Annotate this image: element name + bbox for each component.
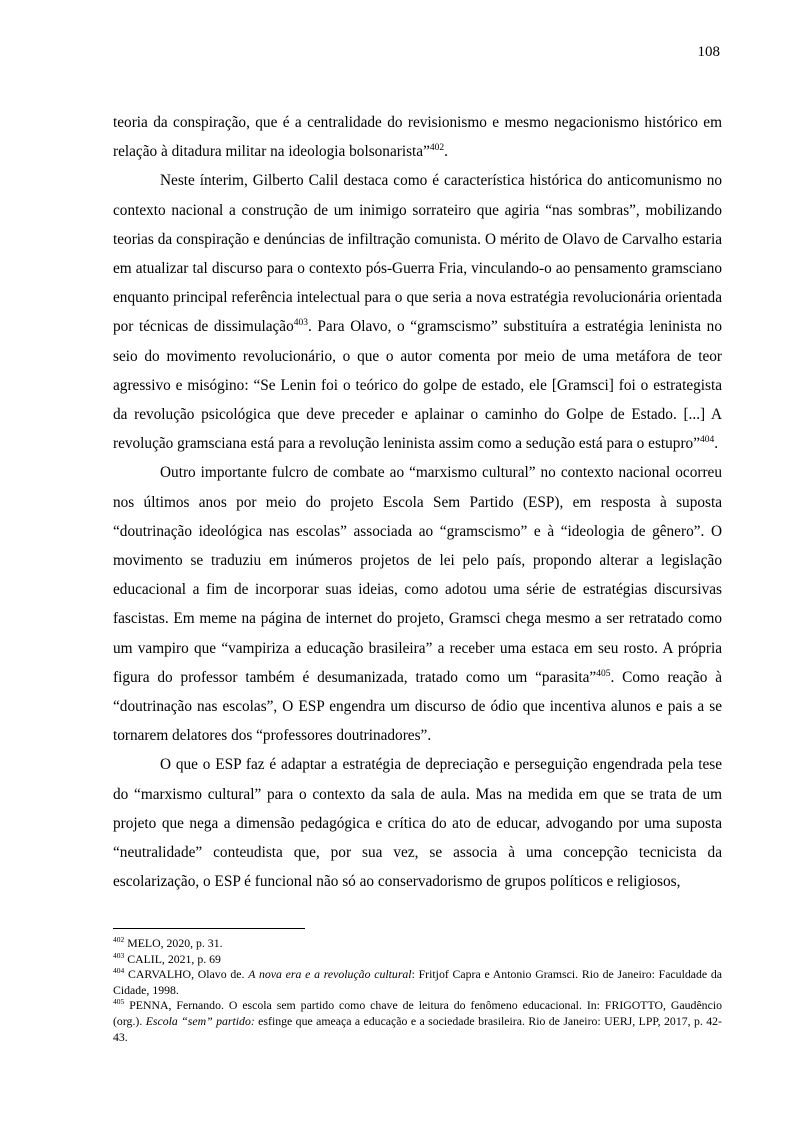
footnote-405: [113, 998, 722, 1045]
footnote-text: CALIL, 2021, p. 69: [124, 951, 221, 966]
footnote-text: : Fritjof Capra e Antonio Gramsci. Rio de Janeiro: Faculdade da Cidade, 1998.: [113, 967, 723, 997]
paragraph: [113, 458, 722, 750]
footnote-separator: [113, 928, 305, 929]
paragraph: [113, 108, 722, 166]
footnotes-section: [113, 928, 722, 1045]
footnote-text-italic: Escola “sem” partido:: [145, 1013, 255, 1028]
footnote-402: [113, 936, 722, 952]
footnote-number: 403: [113, 950, 125, 960]
footnote-text: esfinge que ameaça a educação e a sociedade brasileira. Rio de Janeiro: UERJ, LPP, 2017, p. 42-43.: [113, 1013, 722, 1044]
paragraph-text: O que o ESP faz é adaptar a estratégia de depreciação e perseguição engendrada pela tese do “marxismo cultural” para o contexto da sala de aula. Mas na medida em que se trata de um projeto que nega a dimensão pedagógica e crítica do ato de educar, advogando por uma suposta “neutralidade” conteudista que, por sua vez, se associa à uma concepção tecnicista da escolarização, o ESP é funcional não só ao conservadorismo de grupos políticos e religiosos,: [113, 756, 722, 891]
paragraph-text: .: [444, 143, 448, 161]
footnote-text: PENNA, Fernando. O escola sem partido como chave de leitura do fenômeno educacional. In: FRIGOTTO, Gaudêncio (org.).: [113, 998, 722, 1028]
paragraph-text: Neste ínterim, Gilberto Calil destaca como é característica histórica do anticomunismo no contexto nacional a construção de um inimigo sorrateiro que agiria “nas sombras”, mobilizando teorias da conspiração e denúncias de infiltração comunista. O mérito de Olavo de Carvalho estaria em atualizar tal discurso para o contexto pós-Guerra Fria, vinculando-o ao pensamento gramsciano enquanto principal referência intelectual para o que seria a nova estratégia revolucionária orientada por técnicas de dissimulação: [113, 172, 722, 336]
footnote-text-italic: A nova era e a revolução cultural: [248, 967, 412, 982]
footnote-number: 405: [113, 997, 125, 1007]
paragraph-text: . Para Olavo, o “gramscismo” substituíra a estratégia leninista no seio do movimento revolucionário, o que o autor comenta por meio de uma metáfora de teor agressivo e misógino: “Se Lenin foi o teórico do golpe de estado, ele [Gramsci] foi o estrategista da revolução psicológica que deve preceder e aplainar o caminho do Golpe de Estado. [...] A revolução gramsciana está para a revolução leninista assim como a sedução está para o estupro”: [113, 318, 722, 453]
footnote-number: 404: [113, 966, 125, 976]
paragraph-text: teoria da conspiração, que é a centralidade do revisionismo e mesmo negacionismo histórico em relação à ditadura militar na ideologia bolsonarista”: [113, 114, 722, 161]
document-body: [113, 108, 722, 896]
paragraph-text: . Como reação à “doutrinação nas escolas”, O ESP engendra um discurso de ódio que incentiva alunos e pais a se tornarem delatores dos “professores doutrinadores”.: [113, 668, 722, 745]
paragraph: [113, 166, 722, 458]
footnote-403: [113, 952, 722, 968]
footnote-ref-402: 402: [429, 143, 445, 154]
footnote-ref-404: 404: [699, 435, 715, 446]
footnote-text: MELO, 2020, p. 31.: [124, 936, 223, 950]
paragraph-text: Outro importante fulcro de combate ao “marxismo cultural” no contexto nacional ocorreu nos últimos anos por meio do projeto Escola Sem Partido (ESP), em resposta à suposta “doutrinação ideológica nas escolas” associada ao “gramscismo” e à “ideologia de gênero”. O movimento se traduziu em inúmeros projetos de lei pelo país, propondo alterar a legislação educacional a fim de incorporar suas ideias, como adotou uma série de estratégias discursivas fascistas. Em meme na página de internet do projeto, Gramsci chega mesmo a ser retratado como um vampiro que “vampiriza a educação brasileira” a receber uma estaca em seu rosto. A própria figura do professor também é desumanizada, tratado como um “parasita”: [113, 464, 722, 686]
footnote-ref-405: 405: [596, 668, 611, 679]
footnote-text: CARVALHO, Olavo de.: [124, 967, 249, 982]
paragraph-text: .: [714, 435, 719, 453]
paragraph: [113, 750, 722, 896]
footnote-number: 402: [113, 935, 125, 945]
footnote-404: [113, 967, 722, 998]
page-number: 108: [697, 44, 720, 60]
footnote-ref-403: 403: [293, 318, 308, 329]
